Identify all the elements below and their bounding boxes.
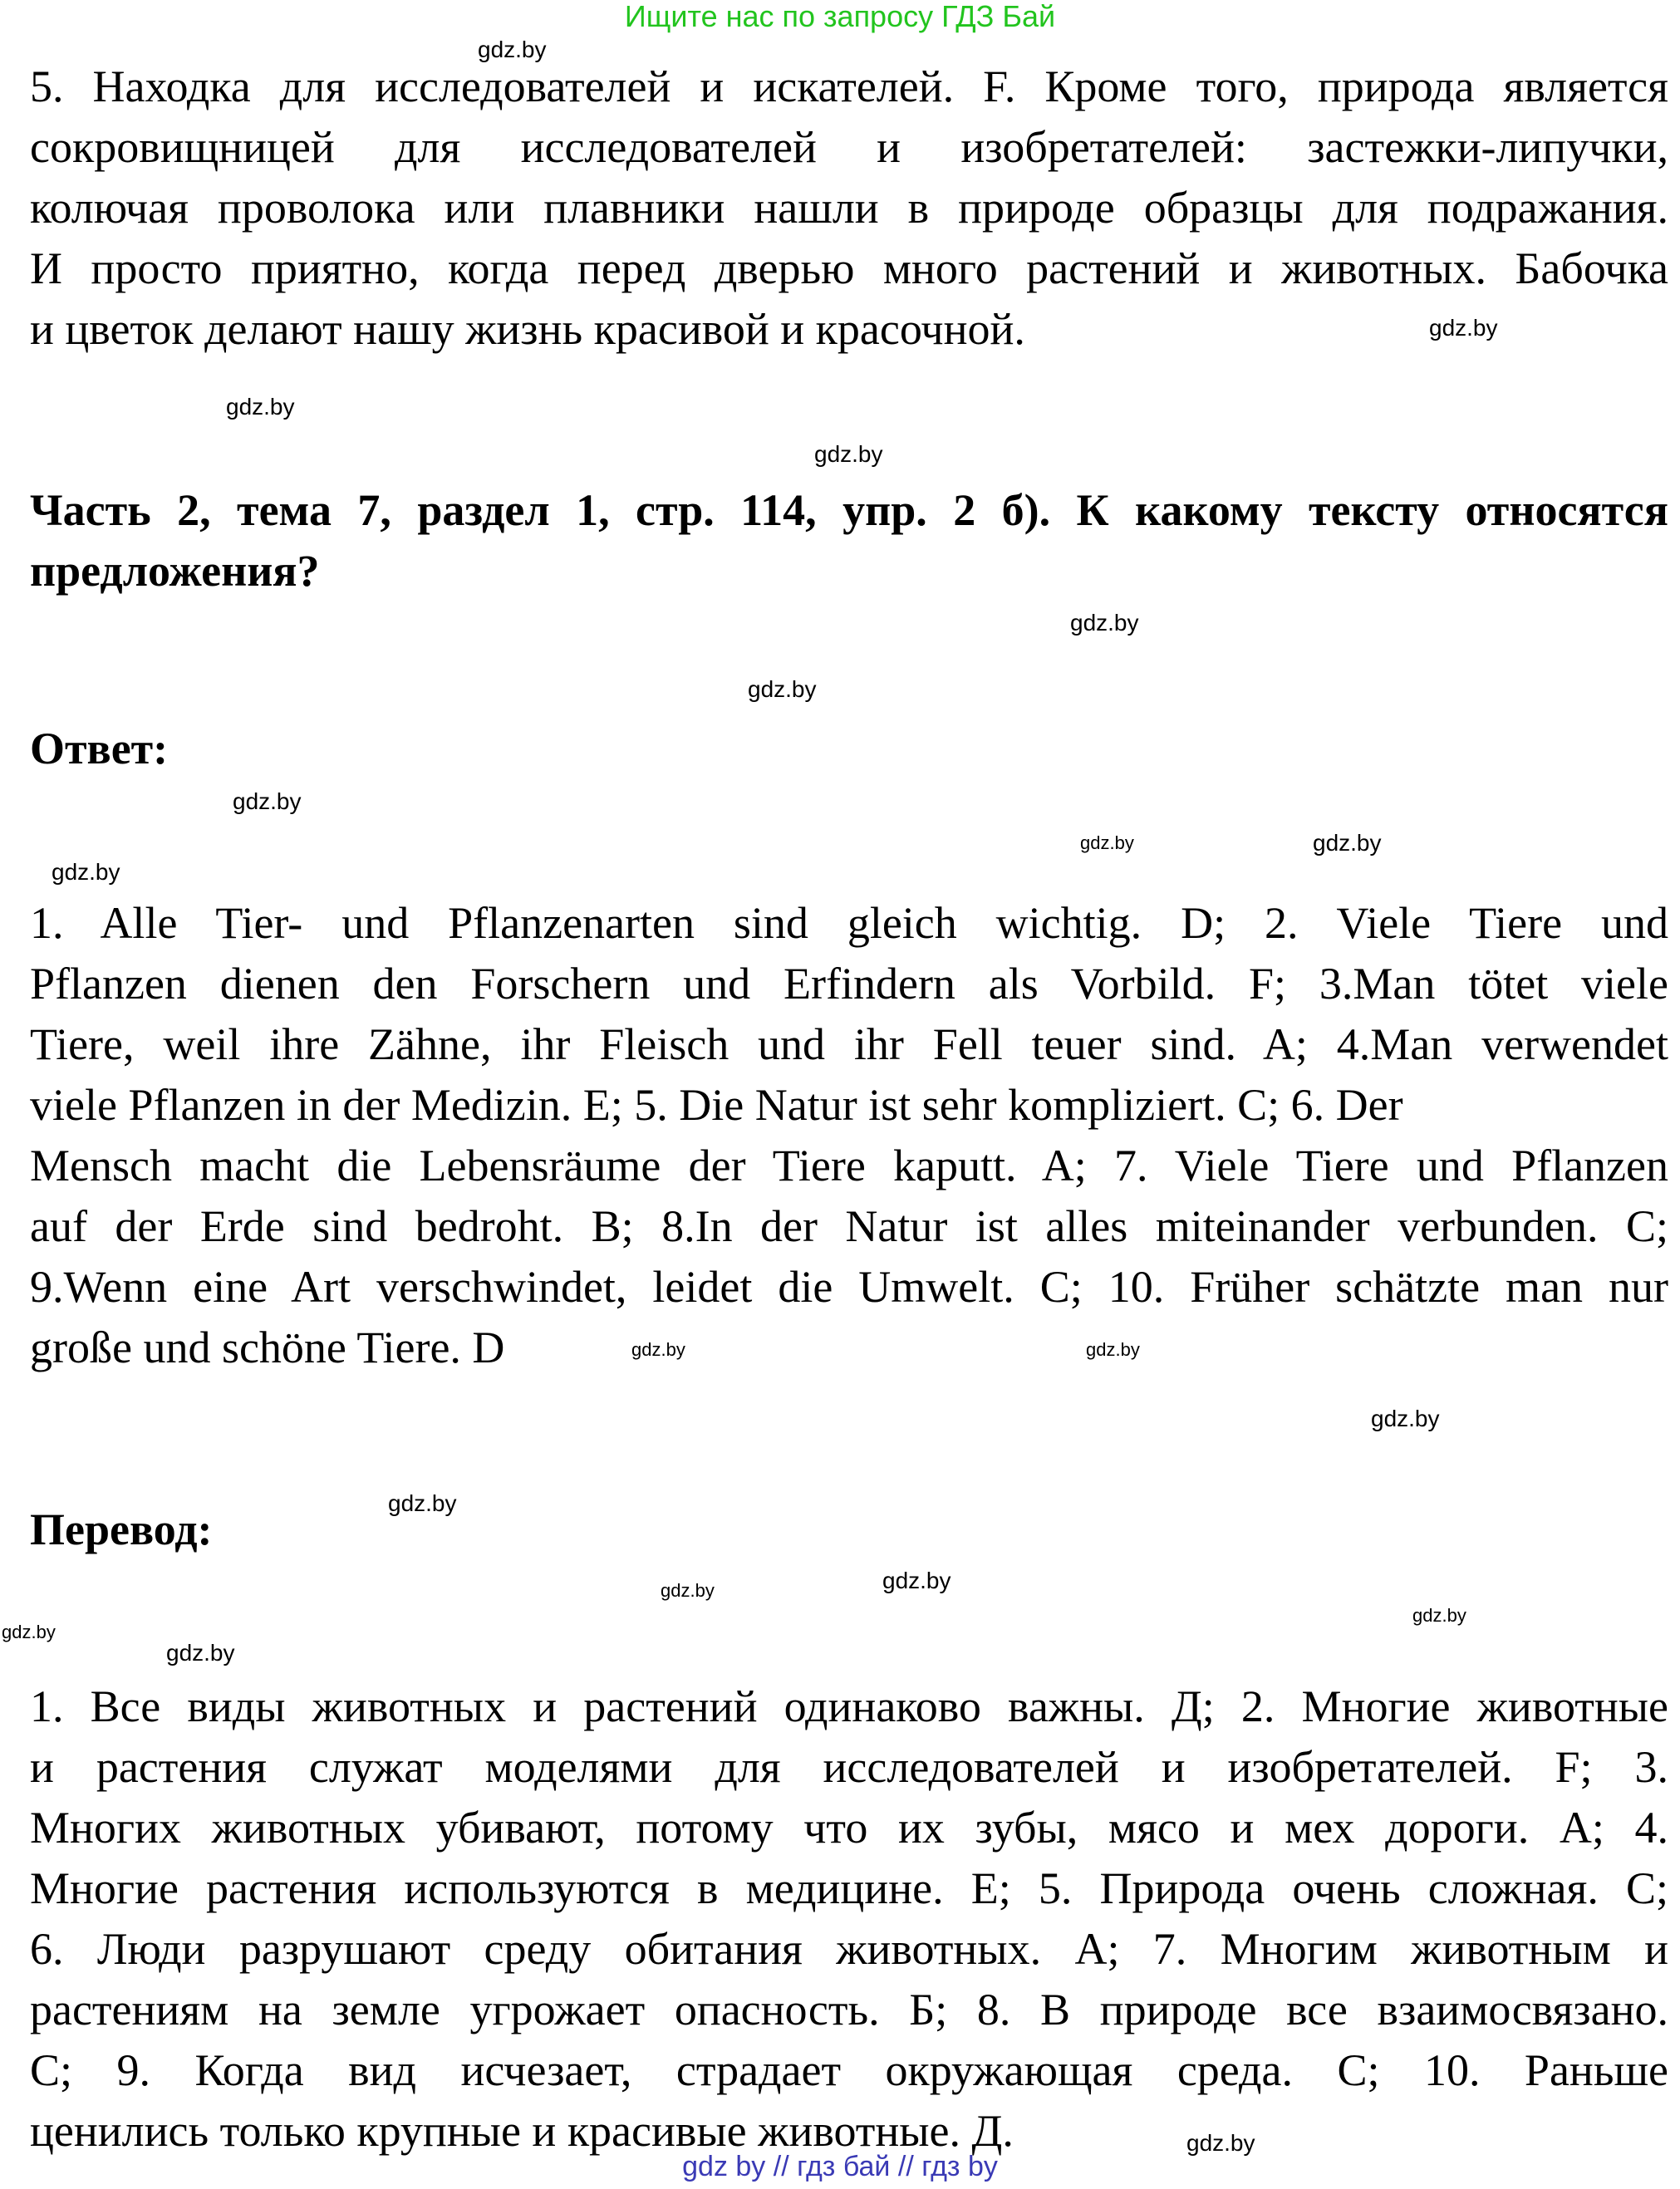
text-line: große und schöne Tiere. D: [30, 1323, 505, 1372]
answer-label-text: Ответ:: [30, 724, 169, 773]
text-line: растениям на земле угрожает опасность. Б; 8. В природе все взаимосвязано.: [30, 1985, 1668, 2034]
translation-label-text: Перевод:: [30, 1504, 213, 1554]
heading-line: Часть 2, тема 7, раздел 1, стр. 114, упр. 2 б). К какому тексту относятся: [30, 485, 1668, 535]
answer-label: [30, 719, 1668, 779]
paragraph-5: [30, 56, 1668, 360]
watermark: gdz.by: [814, 441, 883, 467]
text-line: И просто приятно, когда перед дверью много растений и животных. Бабочка: [30, 243, 1668, 293]
watermark: gdz.by: [1080, 832, 1134, 853]
watermark: gdz.by: [233, 788, 302, 814]
task-heading: [30, 480, 1668, 601]
text-line: viele Pflanzen in der Medizin. E; 5. Die Natur ist sehr kompliziert. C; 6. Der: [30, 1080, 1403, 1130]
text-line: Многих животных убивают, потому что их зубы, мясо и мех дороги. A; 4.: [30, 1803, 1668, 1853]
text-line: 1. Alle Tier- und Pflanzenarten sind gleich wichtig. D; 2. Viele Tiere und: [30, 898, 1668, 948]
watermark: gdz.by: [1412, 1605, 1466, 1626]
watermark: gdz.by: [478, 37, 547, 62]
watermark: gdz.by: [882, 1568, 951, 1593]
site-banner: Ищите нас по запросу ГДЗ Бай: [624, 0, 1056, 33]
text-line: 5. Находка для исследователей и искателей. F. Кроме того, природа является: [30, 61, 1668, 111]
heading-line: предложения?: [30, 546, 320, 596]
watermark: gdz.by: [388, 1490, 457, 1516]
footer-links[interactable]: gdz by // гдз бай // гдз by: [682, 2151, 998, 2182]
translation-label: [30, 1499, 1668, 1560]
text-line: ценились только крупные и красивые животные. Д.: [30, 2106, 1014, 2156]
watermark: gdz.by: [1429, 315, 1498, 341]
text-line: C; 9. Когда вид исчезает, страдает окружающая среда. C; 10. Раньше: [30, 2045, 1668, 2095]
text-line: auf der Erde sind bedroht. B; 8.In der Natur ist alles miteinander verbunden. C;: [30, 1201, 1668, 1251]
text-line: сокровищницей для исследователей и изобретателей: застежки-липучки,: [30, 122, 1668, 172]
watermark: gdz.by: [1086, 1339, 1140, 1360]
watermark: gdz.by: [52, 859, 120, 885]
translation-text: [30, 1676, 1668, 2162]
text-line: Pflanzen dienen den Forschern und Erfindern als Vorbild. F; 3.Man tötet viele: [30, 959, 1668, 1009]
text-line: и растения служат моделями для исследователей и изобретателей. F; 3.: [30, 1742, 1668, 1792]
watermark: gdz.by: [1186, 2130, 1255, 2156]
watermark: gdz.by: [631, 1339, 685, 1360]
text-line: 6. Люди разрушают среду обитания животных. A; 7. Многим животным и: [30, 1924, 1668, 1974]
text-line: Mensch macht die Lebensräume der Tiere kaputt. A; 7. Viele Tiere und Pflanzen: [30, 1141, 1668, 1190]
watermark: gdz.by: [166, 1640, 235, 1666]
text-line: и цветок делают нашу жизнь красивой и красочной.: [30, 304, 1025, 354]
watermark: gdz.by: [1371, 1406, 1440, 1431]
watermark: gdz.by: [748, 676, 817, 702]
watermark: gdz.by: [661, 1580, 715, 1601]
text-line: 9.Wenn eine Art verschwindet, leidet die Umwelt. C; 10. Früher schätzte man nur: [30, 1262, 1668, 1312]
text-line: колючая проволока или плавники нашли в природе образцы для подражания.: [30, 183, 1668, 233]
watermark: gdz.by: [1070, 610, 1139, 636]
answer-text: [30, 893, 1668, 1378]
text-line: Tiere, weil ihre Zähne, ihr Fleisch und ihr Fell teuer sind. A; 4.Man verwendet: [30, 1019, 1668, 1069]
watermark: gdz.by: [1313, 830, 1382, 856]
watermark: gdz.by: [2, 1622, 56, 1642]
text-line: Многие растения используются в медицине. E; 5. Природа очень сложная. C;: [30, 1863, 1668, 1913]
text-line: 1. Все виды животных и растений одинаково важны. Д; 2. Многие животные: [30, 1681, 1668, 1731]
watermark: gdz.by: [226, 394, 295, 420]
